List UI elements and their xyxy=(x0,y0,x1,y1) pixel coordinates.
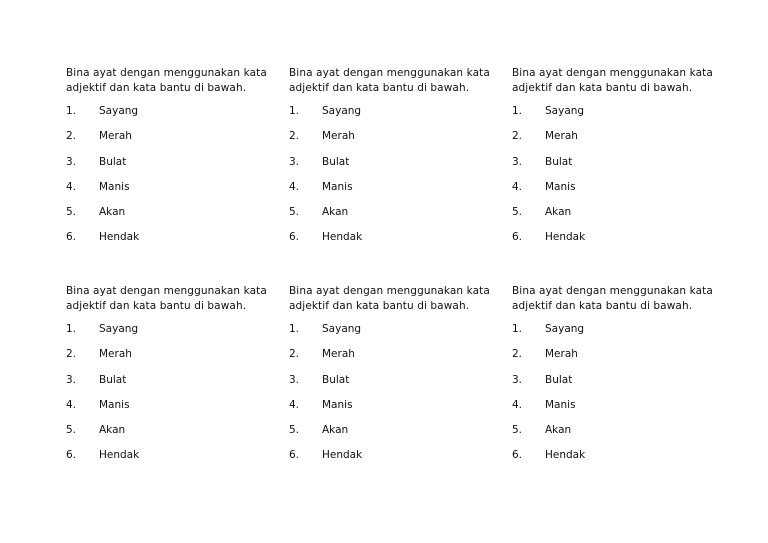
instruction-line-1: Bina ayat dengan menggunakan kata xyxy=(66,285,267,297)
item-word: Akan xyxy=(99,424,126,437)
list-item xyxy=(66,423,281,448)
item-number: 3. xyxy=(512,155,523,168)
item-word: Sayang xyxy=(99,323,139,335)
list-item xyxy=(66,448,281,473)
instruction-text xyxy=(66,66,281,96)
item-word: Akan xyxy=(322,206,349,219)
list-item xyxy=(66,180,281,205)
list-item xyxy=(66,347,281,372)
list-item xyxy=(66,230,281,255)
list-item xyxy=(289,398,504,423)
item-word: Manis xyxy=(99,398,130,411)
list-item xyxy=(512,448,727,473)
list-item xyxy=(512,129,727,154)
item-number: 1. xyxy=(512,105,523,117)
instruction-line-1: Bina ayat dengan menggunakan kata xyxy=(512,285,713,297)
item-word: Hendak xyxy=(322,449,363,462)
item-word: Hendak xyxy=(545,231,586,244)
list-item xyxy=(289,205,504,230)
list-item xyxy=(512,230,727,255)
worksheet-card-3 xyxy=(512,66,727,256)
item-number: 2. xyxy=(289,348,300,361)
item-number: 6. xyxy=(289,231,300,244)
item-number: 1. xyxy=(289,105,300,117)
item-word: Akan xyxy=(99,206,126,219)
list-item xyxy=(66,129,281,154)
item-word: Merah xyxy=(545,130,578,143)
list-item xyxy=(512,155,727,180)
list-item xyxy=(66,104,281,129)
list-item xyxy=(512,423,727,448)
list-item xyxy=(289,423,504,448)
item-word: Akan xyxy=(322,424,349,437)
list-item xyxy=(289,373,504,398)
item-word: Bulat xyxy=(99,373,127,386)
item-number: 1. xyxy=(66,105,77,117)
item-word: Akan xyxy=(545,424,572,437)
item-word: Hendak xyxy=(99,449,140,462)
item-number: 4. xyxy=(289,398,300,411)
item-word: Sayang xyxy=(545,105,585,117)
item-number: 5. xyxy=(66,206,77,219)
item-number: 3. xyxy=(289,373,300,386)
instruction-text xyxy=(512,66,727,96)
item-number: 5. xyxy=(289,424,300,437)
item-number: 4. xyxy=(512,398,523,411)
item-word: Merah xyxy=(322,348,355,361)
item-number: 2. xyxy=(512,348,523,361)
item-word: Sayang xyxy=(545,323,585,335)
worksheet-card-5 xyxy=(289,284,504,474)
worksheet-card-4 xyxy=(66,284,281,474)
item-number: 5. xyxy=(512,424,523,437)
item-number: 2. xyxy=(512,130,523,143)
item-word: Merah xyxy=(545,348,578,361)
item-number: 6. xyxy=(512,449,523,462)
item-number: 6. xyxy=(66,449,77,462)
item-number: 3. xyxy=(66,373,77,386)
item-number: 5. xyxy=(289,206,300,219)
list-item xyxy=(289,155,504,180)
word-list xyxy=(66,322,281,474)
list-item xyxy=(66,398,281,423)
item-word: Sayang xyxy=(99,105,139,117)
item-number: 4. xyxy=(512,180,523,193)
item-word: Sayang xyxy=(322,323,362,335)
list-item xyxy=(512,347,727,372)
item-word: Bulat xyxy=(545,373,573,386)
list-item xyxy=(66,205,281,230)
word-list xyxy=(289,104,504,256)
item-word: Sayang xyxy=(322,105,362,117)
list-item xyxy=(289,180,504,205)
item-number: 1. xyxy=(512,323,523,335)
item-number: 2. xyxy=(289,130,300,143)
item-word: Hendak xyxy=(99,231,140,244)
word-list xyxy=(512,104,727,256)
item-word: Bulat xyxy=(322,373,350,386)
word-list xyxy=(512,322,727,474)
item-word: Hendak xyxy=(322,231,363,244)
instruction-line-1: Bina ayat dengan menggunakan kata xyxy=(66,67,267,79)
word-list xyxy=(289,322,504,474)
list-item xyxy=(512,398,727,423)
instruction-line-2: adjektif dan kata bantu di bawah. xyxy=(289,300,470,312)
list-item xyxy=(66,155,281,180)
list-item xyxy=(289,347,504,372)
item-word: Manis xyxy=(322,398,353,411)
instruction-line-1: Bina ayat dengan menggunakan kata xyxy=(512,67,713,79)
item-number: 3. xyxy=(289,155,300,168)
item-word: Hendak xyxy=(545,449,586,462)
item-number: 4. xyxy=(66,398,77,411)
list-item xyxy=(512,205,727,230)
instruction-line-1: Bina ayat dengan menggunakan kata xyxy=(289,285,490,297)
item-word: Merah xyxy=(322,130,355,143)
item-number: 3. xyxy=(512,373,523,386)
instruction-text xyxy=(512,284,727,314)
instruction-line-1: Bina ayat dengan menggunakan kata xyxy=(289,67,490,79)
list-item xyxy=(512,180,727,205)
item-number: 1. xyxy=(66,323,77,335)
instruction-text xyxy=(289,66,504,96)
worksheet-card-6 xyxy=(512,284,727,474)
list-item xyxy=(289,129,504,154)
word-list xyxy=(66,104,281,256)
instruction-line-2: adjektif dan kata bantu di bawah. xyxy=(512,300,693,312)
item-word: Merah xyxy=(99,130,132,143)
item-word: Bulat xyxy=(99,155,127,168)
item-number: 6. xyxy=(512,231,523,244)
item-word: Manis xyxy=(322,180,353,193)
item-number: 1. xyxy=(289,323,300,335)
item-number: 4. xyxy=(289,180,300,193)
item-number: 2. xyxy=(66,348,77,361)
list-item xyxy=(289,322,504,347)
list-item xyxy=(289,104,504,129)
instruction-text xyxy=(66,284,281,314)
item-number: 2. xyxy=(66,130,77,143)
item-number: 5. xyxy=(512,206,523,219)
item-number: 4. xyxy=(66,180,77,193)
instruction-line-2: adjektif dan kata bantu di bawah. xyxy=(289,82,470,94)
item-word: Merah xyxy=(99,348,132,361)
list-item xyxy=(512,373,727,398)
item-word: Manis xyxy=(545,398,576,411)
list-item xyxy=(512,322,727,347)
instruction-line-2: adjektif dan kata bantu di bawah. xyxy=(512,82,693,94)
item-word: Manis xyxy=(545,180,576,193)
worksheet-card-2 xyxy=(289,66,504,256)
item-word: Akan xyxy=(545,206,572,219)
instruction-text xyxy=(289,284,504,314)
instruction-line-2: adjektif dan kata bantu di bawah. xyxy=(66,300,247,312)
item-number: 5. xyxy=(66,424,77,437)
list-item xyxy=(66,373,281,398)
list-item xyxy=(289,230,504,255)
item-word: Bulat xyxy=(545,155,573,168)
item-number: 3. xyxy=(66,155,77,168)
item-word: Manis xyxy=(99,180,130,193)
item-word: Bulat xyxy=(322,155,350,168)
list-item xyxy=(289,448,504,473)
list-item xyxy=(512,104,727,129)
instruction-line-2: adjektif dan kata bantu di bawah. xyxy=(66,82,247,94)
item-number: 6. xyxy=(289,449,300,462)
item-number: 6. xyxy=(66,231,77,244)
list-item xyxy=(66,322,281,347)
worksheet-card-1 xyxy=(66,66,281,256)
